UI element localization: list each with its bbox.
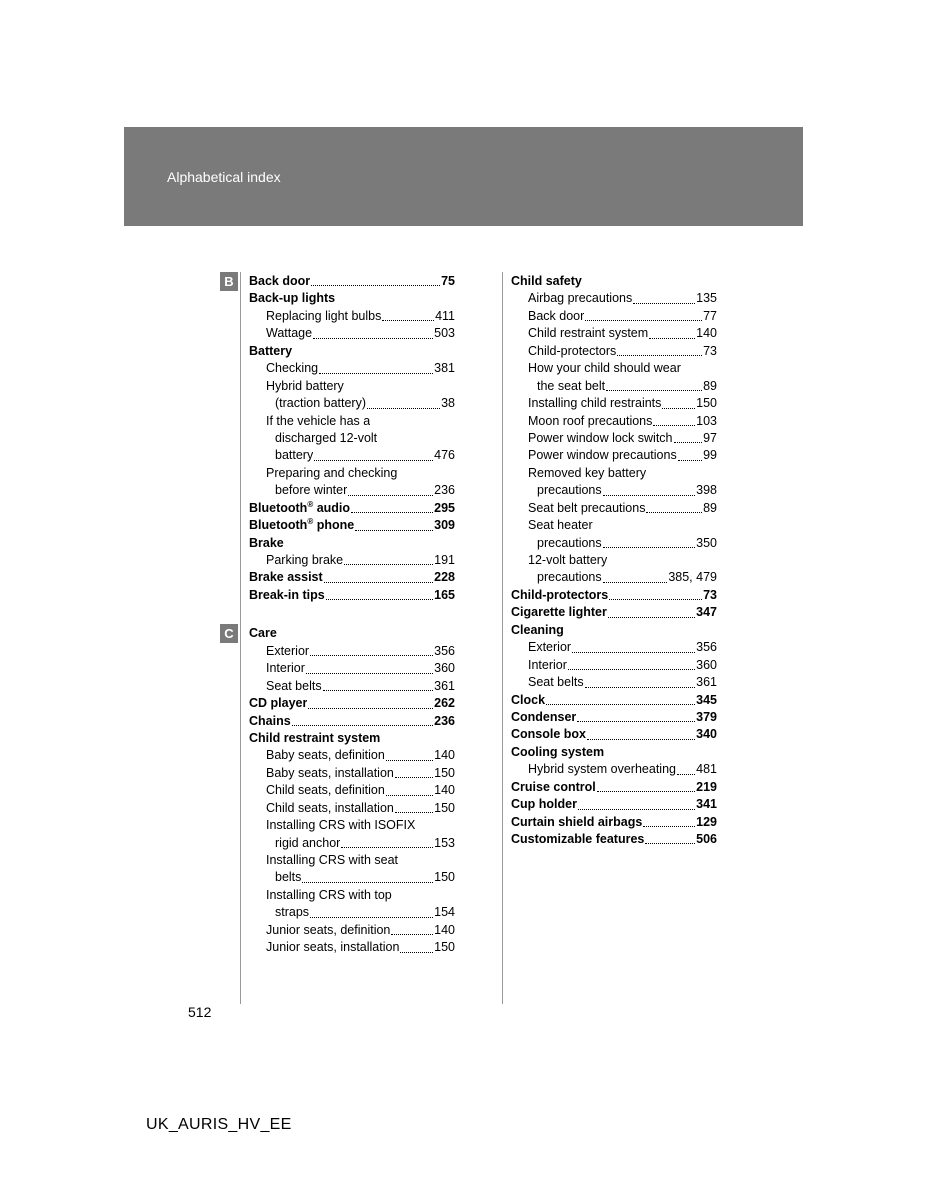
index-entry xyxy=(511,360,717,377)
index-entry xyxy=(511,604,717,621)
index-entry-page: 150 xyxy=(434,765,455,780)
index-entry-page: 103 xyxy=(696,413,717,428)
index-entry-label: Power window lock switch xyxy=(528,430,673,445)
index-entry xyxy=(249,535,455,552)
index-entry xyxy=(249,413,455,430)
index-entry xyxy=(249,765,455,782)
index-entry-label: Checking xyxy=(266,361,319,376)
leader-dots xyxy=(306,673,433,674)
index-entry xyxy=(511,395,717,412)
index-entry-label: Interior xyxy=(528,657,567,672)
leader-dots xyxy=(643,826,695,827)
index-entry-label: Clock xyxy=(511,692,546,707)
index-entry-label: Hybrid system overheating xyxy=(528,762,676,777)
leader-dots xyxy=(386,760,433,761)
index-entry-label: Installing CRS with top xyxy=(266,887,392,902)
leader-dots xyxy=(310,917,433,918)
index-entry-label: Bluetooth® audio xyxy=(249,499,351,515)
index-entry-label: Junior seats, installation xyxy=(266,940,400,955)
index-entry-label: the seat belt xyxy=(537,378,606,393)
index-entry xyxy=(249,430,455,447)
index-entry-label: If the vehicle has a xyxy=(266,413,371,428)
index-entry-label: straps xyxy=(275,905,310,920)
index-entry-page: 506 xyxy=(696,832,717,846)
index-entry xyxy=(249,904,455,921)
index-entry-label: Cruise control xyxy=(511,779,596,794)
index-entry xyxy=(511,569,717,586)
index-entry-page: 89 xyxy=(703,378,717,393)
index-entry xyxy=(249,308,455,325)
index-entry-page: 345 xyxy=(696,692,717,707)
index-entry-page: 476 xyxy=(434,448,455,463)
page-title: Alphabetical index xyxy=(167,169,281,185)
index-entry-label: Chains xyxy=(249,713,291,728)
leader-dots xyxy=(617,355,702,356)
index-entry xyxy=(511,744,717,761)
index-entry-label: Replacing light bulbs xyxy=(266,308,382,323)
index-entry-page: 129 xyxy=(696,814,717,829)
index-entry-label: Junior seats, definition xyxy=(266,922,391,937)
index-entry-label: Exterior xyxy=(266,643,310,658)
leader-dots xyxy=(391,934,433,935)
leader-dots xyxy=(646,512,702,513)
index-entry-page: 154 xyxy=(434,905,455,920)
index-entry-label: Exterior xyxy=(528,640,572,655)
index-entry xyxy=(249,660,455,677)
index-entry xyxy=(249,465,455,482)
index-entry xyxy=(249,587,455,604)
leader-dots xyxy=(324,582,433,583)
index-entry-page: 191 xyxy=(434,553,455,567)
index-entry xyxy=(249,835,455,852)
index-entry xyxy=(249,325,455,342)
index-entry-label: Battery xyxy=(249,343,293,358)
index-entry-label: Installing child restraints xyxy=(528,396,662,411)
index-entry xyxy=(511,378,717,395)
index-entry xyxy=(511,343,717,360)
leader-dots xyxy=(603,582,668,583)
index-entry xyxy=(511,273,717,290)
index-entry-label: Power window precautions xyxy=(528,448,677,463)
index-entry-label: Back-up lights xyxy=(249,291,336,306)
index-entry-label: precautions xyxy=(537,483,602,498)
index-entry-label: Seat belts xyxy=(528,675,584,690)
index-entry-page: 236 xyxy=(434,483,455,498)
index-entry-page: 236 xyxy=(434,713,455,728)
index-entry-label: Parking brake xyxy=(266,553,344,567)
leader-dots xyxy=(341,847,433,848)
index-entry xyxy=(249,517,455,534)
index-entry-label: Console box xyxy=(511,727,587,742)
index-entry-label: Child restraint system xyxy=(528,326,649,341)
index-entry-page: 73 xyxy=(703,343,717,358)
leader-dots xyxy=(311,285,440,286)
index-entry xyxy=(511,657,717,674)
leader-dots xyxy=(326,599,433,600)
index-entry xyxy=(511,622,717,639)
index-entry-page: 75 xyxy=(441,274,455,288)
leader-dots xyxy=(585,687,696,688)
page-number: 512 xyxy=(188,1004,212,1020)
leader-dots xyxy=(674,442,703,443)
index-entry xyxy=(249,922,455,939)
index-entry xyxy=(511,535,717,552)
index-entry-label: precautions xyxy=(537,570,602,585)
index-entry-label: Child-protectors xyxy=(511,587,609,602)
index-column-right xyxy=(511,273,717,848)
leader-dots xyxy=(677,774,695,775)
index-entry-page: 150 xyxy=(696,396,717,411)
index-entry-page: 347 xyxy=(696,605,717,620)
index-entry-label: Airbag precautions xyxy=(528,291,633,306)
index-entry-page: 356 xyxy=(696,640,717,655)
index-entry-label: Baby seats, installation xyxy=(266,765,394,780)
index-entry-label: Back door xyxy=(528,308,585,323)
index-entry xyxy=(249,730,455,747)
index-entry xyxy=(249,482,455,499)
index-entry-page: 89 xyxy=(703,500,717,515)
index-entry xyxy=(511,692,717,709)
index-entry-page: 77 xyxy=(703,308,717,323)
leader-dots xyxy=(633,303,695,304)
index-entry-label: Preparing and checking xyxy=(266,465,398,480)
index-entry xyxy=(511,796,717,813)
leader-dots xyxy=(645,843,695,844)
index-entry-label: Removed key battery xyxy=(528,465,647,480)
index-entry xyxy=(511,465,717,482)
index-entry-label: Cigarette lighter xyxy=(511,605,607,620)
index-entry-label: Child safety xyxy=(511,274,582,288)
index-entry xyxy=(249,869,455,886)
leader-dots xyxy=(395,777,433,778)
leader-dots xyxy=(323,690,434,691)
index-entry xyxy=(511,587,717,604)
index-entry xyxy=(249,378,455,395)
index-entry xyxy=(249,552,455,569)
index-entry xyxy=(511,831,717,848)
index-entry-label: rigid anchor xyxy=(275,835,341,850)
index-entry xyxy=(249,852,455,869)
index-entry-page: 150 xyxy=(434,800,455,815)
index-entry-page: 150 xyxy=(434,940,455,955)
leader-dots xyxy=(572,652,695,653)
index-entry-label: Seat belts xyxy=(266,678,322,693)
leader-dots xyxy=(568,669,695,670)
index-entry-page: 219 xyxy=(696,779,717,794)
index-entry xyxy=(511,430,717,447)
index-entry xyxy=(511,709,717,726)
section-letter-c: C xyxy=(220,624,238,643)
index-entry xyxy=(511,814,717,831)
index-entry-label: How your child should wear xyxy=(528,361,681,376)
leader-dots xyxy=(603,495,696,496)
index-entry xyxy=(249,713,455,730)
leader-dots xyxy=(662,408,695,409)
leader-dots xyxy=(400,952,433,953)
index-entry xyxy=(511,308,717,325)
index-entry-label: Hybrid battery xyxy=(266,378,344,393)
index-entry-page: 379 xyxy=(696,709,717,724)
index-entry xyxy=(249,273,455,290)
index-entry xyxy=(511,779,717,796)
index-entry xyxy=(511,726,717,743)
leader-dots xyxy=(292,725,433,726)
index-entry-label: Cooling system xyxy=(511,744,605,759)
index-entry-page: 340 xyxy=(696,727,717,742)
index-entry-page: 295 xyxy=(434,500,455,515)
index-entry-page: 99 xyxy=(703,448,717,463)
leader-dots xyxy=(649,338,695,339)
leader-dots xyxy=(609,599,702,600)
index-entry xyxy=(249,695,455,712)
index-entry xyxy=(249,360,455,377)
index-entry xyxy=(249,800,455,817)
index-entry xyxy=(249,395,455,412)
leader-dots xyxy=(608,617,695,618)
leader-dots xyxy=(597,791,695,792)
index-entry-page: 503 xyxy=(434,326,455,341)
index-entry xyxy=(249,569,455,586)
leader-dots xyxy=(367,408,440,409)
index-entry-label: Break-in tips xyxy=(249,587,325,602)
leader-dots xyxy=(587,739,695,740)
index-entry-page: 140 xyxy=(434,748,455,763)
index-entry-label: Bluetooth® phone xyxy=(249,517,355,533)
leader-dots xyxy=(578,809,695,810)
column-divider-left xyxy=(240,272,241,1004)
leader-dots xyxy=(313,338,433,339)
leader-dots xyxy=(546,704,695,705)
index-entry xyxy=(511,639,717,656)
leader-dots xyxy=(344,564,433,565)
index-entry-label: Child seats, definition xyxy=(266,783,385,798)
leader-dots xyxy=(351,512,433,513)
index-entry xyxy=(511,447,717,464)
index-entry-label: Baby seats, definition xyxy=(266,748,385,763)
index-entry-page: 481 xyxy=(696,762,717,777)
leader-dots xyxy=(653,425,695,426)
index-entry xyxy=(511,500,717,517)
leader-dots xyxy=(386,795,433,796)
index-entry xyxy=(511,325,717,342)
index-entry-label: Care xyxy=(249,626,277,641)
index-entry-page: 361 xyxy=(434,678,455,693)
leader-dots xyxy=(585,320,702,321)
index-entry xyxy=(249,500,455,517)
header-band xyxy=(124,127,803,226)
leader-dots xyxy=(678,460,702,461)
leader-dots xyxy=(348,495,433,496)
index-entry xyxy=(249,625,455,642)
section-letter-b: B xyxy=(220,272,238,291)
index-entry-page: 341 xyxy=(696,797,717,812)
index-entry-label: Back door xyxy=(249,274,311,288)
index-entry xyxy=(511,761,717,778)
index-entry-label: CD player xyxy=(249,696,308,711)
leader-dots xyxy=(603,547,696,548)
leader-dots xyxy=(577,721,695,722)
index-entry xyxy=(249,747,455,764)
index-entry-page: 38 xyxy=(441,396,455,411)
index-entry-page: 228 xyxy=(434,570,455,585)
index-entry xyxy=(249,447,455,464)
index-entry-label: Customizable features xyxy=(511,832,645,846)
index-column-left xyxy=(249,273,455,957)
index-entry-label: battery xyxy=(275,448,314,463)
index-entry-label: Brake xyxy=(249,535,284,550)
index-entry-label: Child-protectors xyxy=(528,343,617,358)
index-entry xyxy=(249,782,455,799)
index-entry-page: 360 xyxy=(696,657,717,672)
leader-dots xyxy=(395,812,433,813)
index-entry-page: 262 xyxy=(434,696,455,711)
index-entry xyxy=(511,413,717,430)
index-entry-label: precautions xyxy=(537,535,602,550)
index-entry xyxy=(511,290,717,307)
index-entry-page: 350 xyxy=(696,535,717,550)
index-entry-page: 97 xyxy=(703,430,717,445)
index-entry xyxy=(511,674,717,691)
index-entry-page: 150 xyxy=(434,870,455,885)
index-entry-label: Moon roof precautions xyxy=(528,413,653,428)
index-entry-label: Installing CRS with ISOFIX xyxy=(266,818,416,833)
index-entry-page: 356 xyxy=(434,643,455,658)
index-entry-label: Seat belt precautions xyxy=(528,500,646,515)
index-entry xyxy=(249,939,455,956)
index-entry-page: 140 xyxy=(696,326,717,341)
index-entry-label: belts xyxy=(275,870,302,885)
index-entry xyxy=(249,290,455,307)
index-entry xyxy=(249,887,455,904)
leader-dots xyxy=(319,373,433,374)
index-entry-label: discharged 12-volt xyxy=(275,430,378,445)
index-entry-page: 140 xyxy=(434,783,455,798)
index-entry-label: Child seats, installation xyxy=(266,800,394,815)
index-entry-page: 361 xyxy=(696,675,717,690)
index-entry-label: before winter xyxy=(275,483,348,498)
index-entry-page: 360 xyxy=(434,661,455,676)
index-entry-page: 398 xyxy=(696,483,717,498)
index-entry-label: Cleaning xyxy=(511,622,564,637)
index-entry-label: Child restraint system xyxy=(249,730,381,745)
index-entry-label: Wattage xyxy=(266,326,313,341)
leader-dots xyxy=(355,530,433,531)
leader-dots xyxy=(382,320,434,321)
document-code: UK_AURIS_HV_EE xyxy=(146,1116,292,1133)
index-entry xyxy=(511,552,717,569)
index-entry xyxy=(511,482,717,499)
leader-dots xyxy=(606,390,702,391)
index-entry xyxy=(511,517,717,534)
index-entry-label: 12-volt battery xyxy=(528,553,608,567)
index-entry-page: 411 xyxy=(435,308,455,323)
index-entry-page: 385, 479 xyxy=(668,570,717,585)
index-entry-label: Condenser xyxy=(511,709,577,724)
column-divider-middle xyxy=(502,272,503,1004)
index-entry-label: Interior xyxy=(266,661,305,676)
index-entry xyxy=(249,678,455,695)
index-entry-page: 73 xyxy=(703,587,717,602)
index-entry xyxy=(249,343,455,360)
index-entry-page: 140 xyxy=(434,922,455,937)
index-entry-label: Installing CRS with seat xyxy=(266,853,399,867)
index-entry-label: Curtain shield airbags xyxy=(511,814,643,829)
index-entry xyxy=(249,817,455,834)
index-entry-label: Cup holder xyxy=(511,797,577,812)
index-entry-page: 153 xyxy=(434,835,455,850)
index-entry-page: 381 xyxy=(434,361,455,376)
index-entry-label: Brake assist xyxy=(249,570,323,585)
leader-dots xyxy=(302,882,433,883)
index-entry-page: 309 xyxy=(434,518,455,533)
leader-dots xyxy=(310,655,433,656)
index-entry-page: 165 xyxy=(434,587,455,602)
index-entry xyxy=(249,643,455,660)
leader-dots xyxy=(314,460,433,461)
index-entry-label: (traction battery) xyxy=(275,396,367,411)
leader-dots xyxy=(308,708,433,709)
index-entry-page: 135 xyxy=(696,291,717,306)
index-entry-label: Seat heater xyxy=(528,518,593,533)
